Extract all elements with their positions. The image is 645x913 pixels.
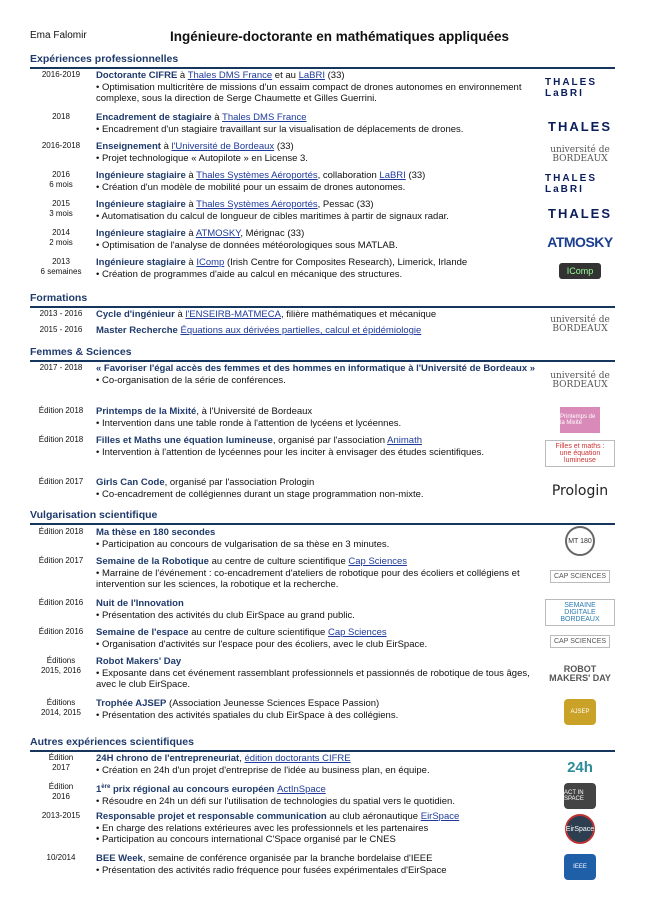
- cap-sciences-logo: CAP SCIENCES: [545, 627, 615, 655]
- link-icomp[interactable]: IComp: [196, 257, 225, 268]
- page-title: Ingénieure-doctorante en mathématiques appliquées: [170, 29, 510, 44]
- cap-sciences-logo: CAP SCIENCES: [545, 562, 615, 590]
- thales-labri-logo: THALES LaBRI: [545, 173, 597, 195]
- filles-maths-logo: Filles et maths : une équation lumineuse: [545, 439, 615, 467]
- entry-role: Doctorante CIFRE: [96, 70, 178, 81]
- link-cap-sciences[interactable]: Cap Sciences: [348, 556, 408, 567]
- section-autres: Autres expériences scientifiques: [30, 736, 615, 752]
- link-ubordeaux[interactable]: l'Université de Bordeaux: [171, 141, 275, 152]
- link-master[interactable]: Équations aux dérivées partielles, calcul et épidémiologie: [180, 325, 422, 336]
- semaine-digitale-logo: SEMAINE DIGITALE BORDEAUX: [545, 598, 615, 626]
- link-actinspace[interactable]: ActInSpace: [277, 784, 326, 796]
- ajsep-logo: AJSEP: [545, 698, 615, 726]
- link-enseirb[interactable]: l'ENSEIRB-MATMECA: [185, 309, 281, 320]
- eirspace-logo: EirSpace: [545, 815, 615, 843]
- section-femmes-sciences: Femmes & Sciences: [30, 346, 615, 362]
- section-formations: Formations: [30, 292, 615, 308]
- thales-logo: THALES: [548, 205, 612, 221]
- entry-date: 2016-2019: [41, 70, 81, 79]
- robot-makers-logo: ROBOT MAKERS' DAY: [549, 664, 611, 683]
- entry-bullet: • Optimisation multicritère de missions d'un essaim compact de drones autonomes en environnement complexe, sous la direction de Serge Chaumette et Gilles Guerrini.: [96, 81, 522, 104]
- atmosky-logo: ATMOSKY: [547, 234, 613, 250]
- link-animath[interactable]: Animath: [387, 435, 422, 446]
- h24-logo: 24h: [567, 758, 593, 776]
- thales-logo: THALES: [548, 118, 612, 134]
- mt180-logo: MT 180: [545, 527, 615, 555]
- entry-date: 2018: [52, 112, 70, 121]
- link-thales-sa[interactable]: Thales Systèmes Aéroportés: [196, 170, 318, 181]
- link-thales-sa[interactable]: Thales Systèmes Aéroportés: [196, 199, 318, 210]
- ieee-logo: IEEE: [545, 853, 615, 881]
- section-vulgarisation: Vulgarisation scientifique: [30, 509, 615, 525]
- thales-labri-logo: THALES LaBRI: [545, 77, 597, 99]
- section-rule: [30, 67, 615, 69]
- link-atmosky[interactable]: ATMOSKY: [195, 228, 241, 239]
- link-thales[interactable]: Thales DMS France: [187, 70, 273, 81]
- section-experiences: [30, 53, 615, 69]
- header: [30, 30, 615, 46]
- actinspace-logo: ACT IN SPACE: [545, 782, 615, 810]
- link-labri[interactable]: LaBRI: [298, 70, 325, 81]
- prologin-logo: Prologin: [551, 483, 609, 499]
- bordeaux-logo: université de BORDEAUX: [550, 371, 610, 390]
- bordeaux-logo: université de BORDEAUX: [550, 315, 610, 334]
- author-name: Ema Falomir: [30, 30, 87, 41]
- section-title: Expériences professionnelles: [30, 53, 179, 65]
- link-thales[interactable]: Thales DMS France: [222, 112, 307, 123]
- bordeaux-logo: université de BORDEAUX: [550, 145, 610, 164]
- link-cap-sciences[interactable]: Cap Sciences: [327, 627, 387, 638]
- link-cifre[interactable]: édition doctorants CIFRE: [244, 753, 351, 764]
- icomp-logo: IComp: [545, 257, 615, 285]
- link-eirspace[interactable]: EirSpace: [420, 811, 460, 822]
- mixite-logo: Printemps de la Mixité: [545, 406, 615, 434]
- link-labri[interactable]: LaBRI: [379, 170, 406, 181]
